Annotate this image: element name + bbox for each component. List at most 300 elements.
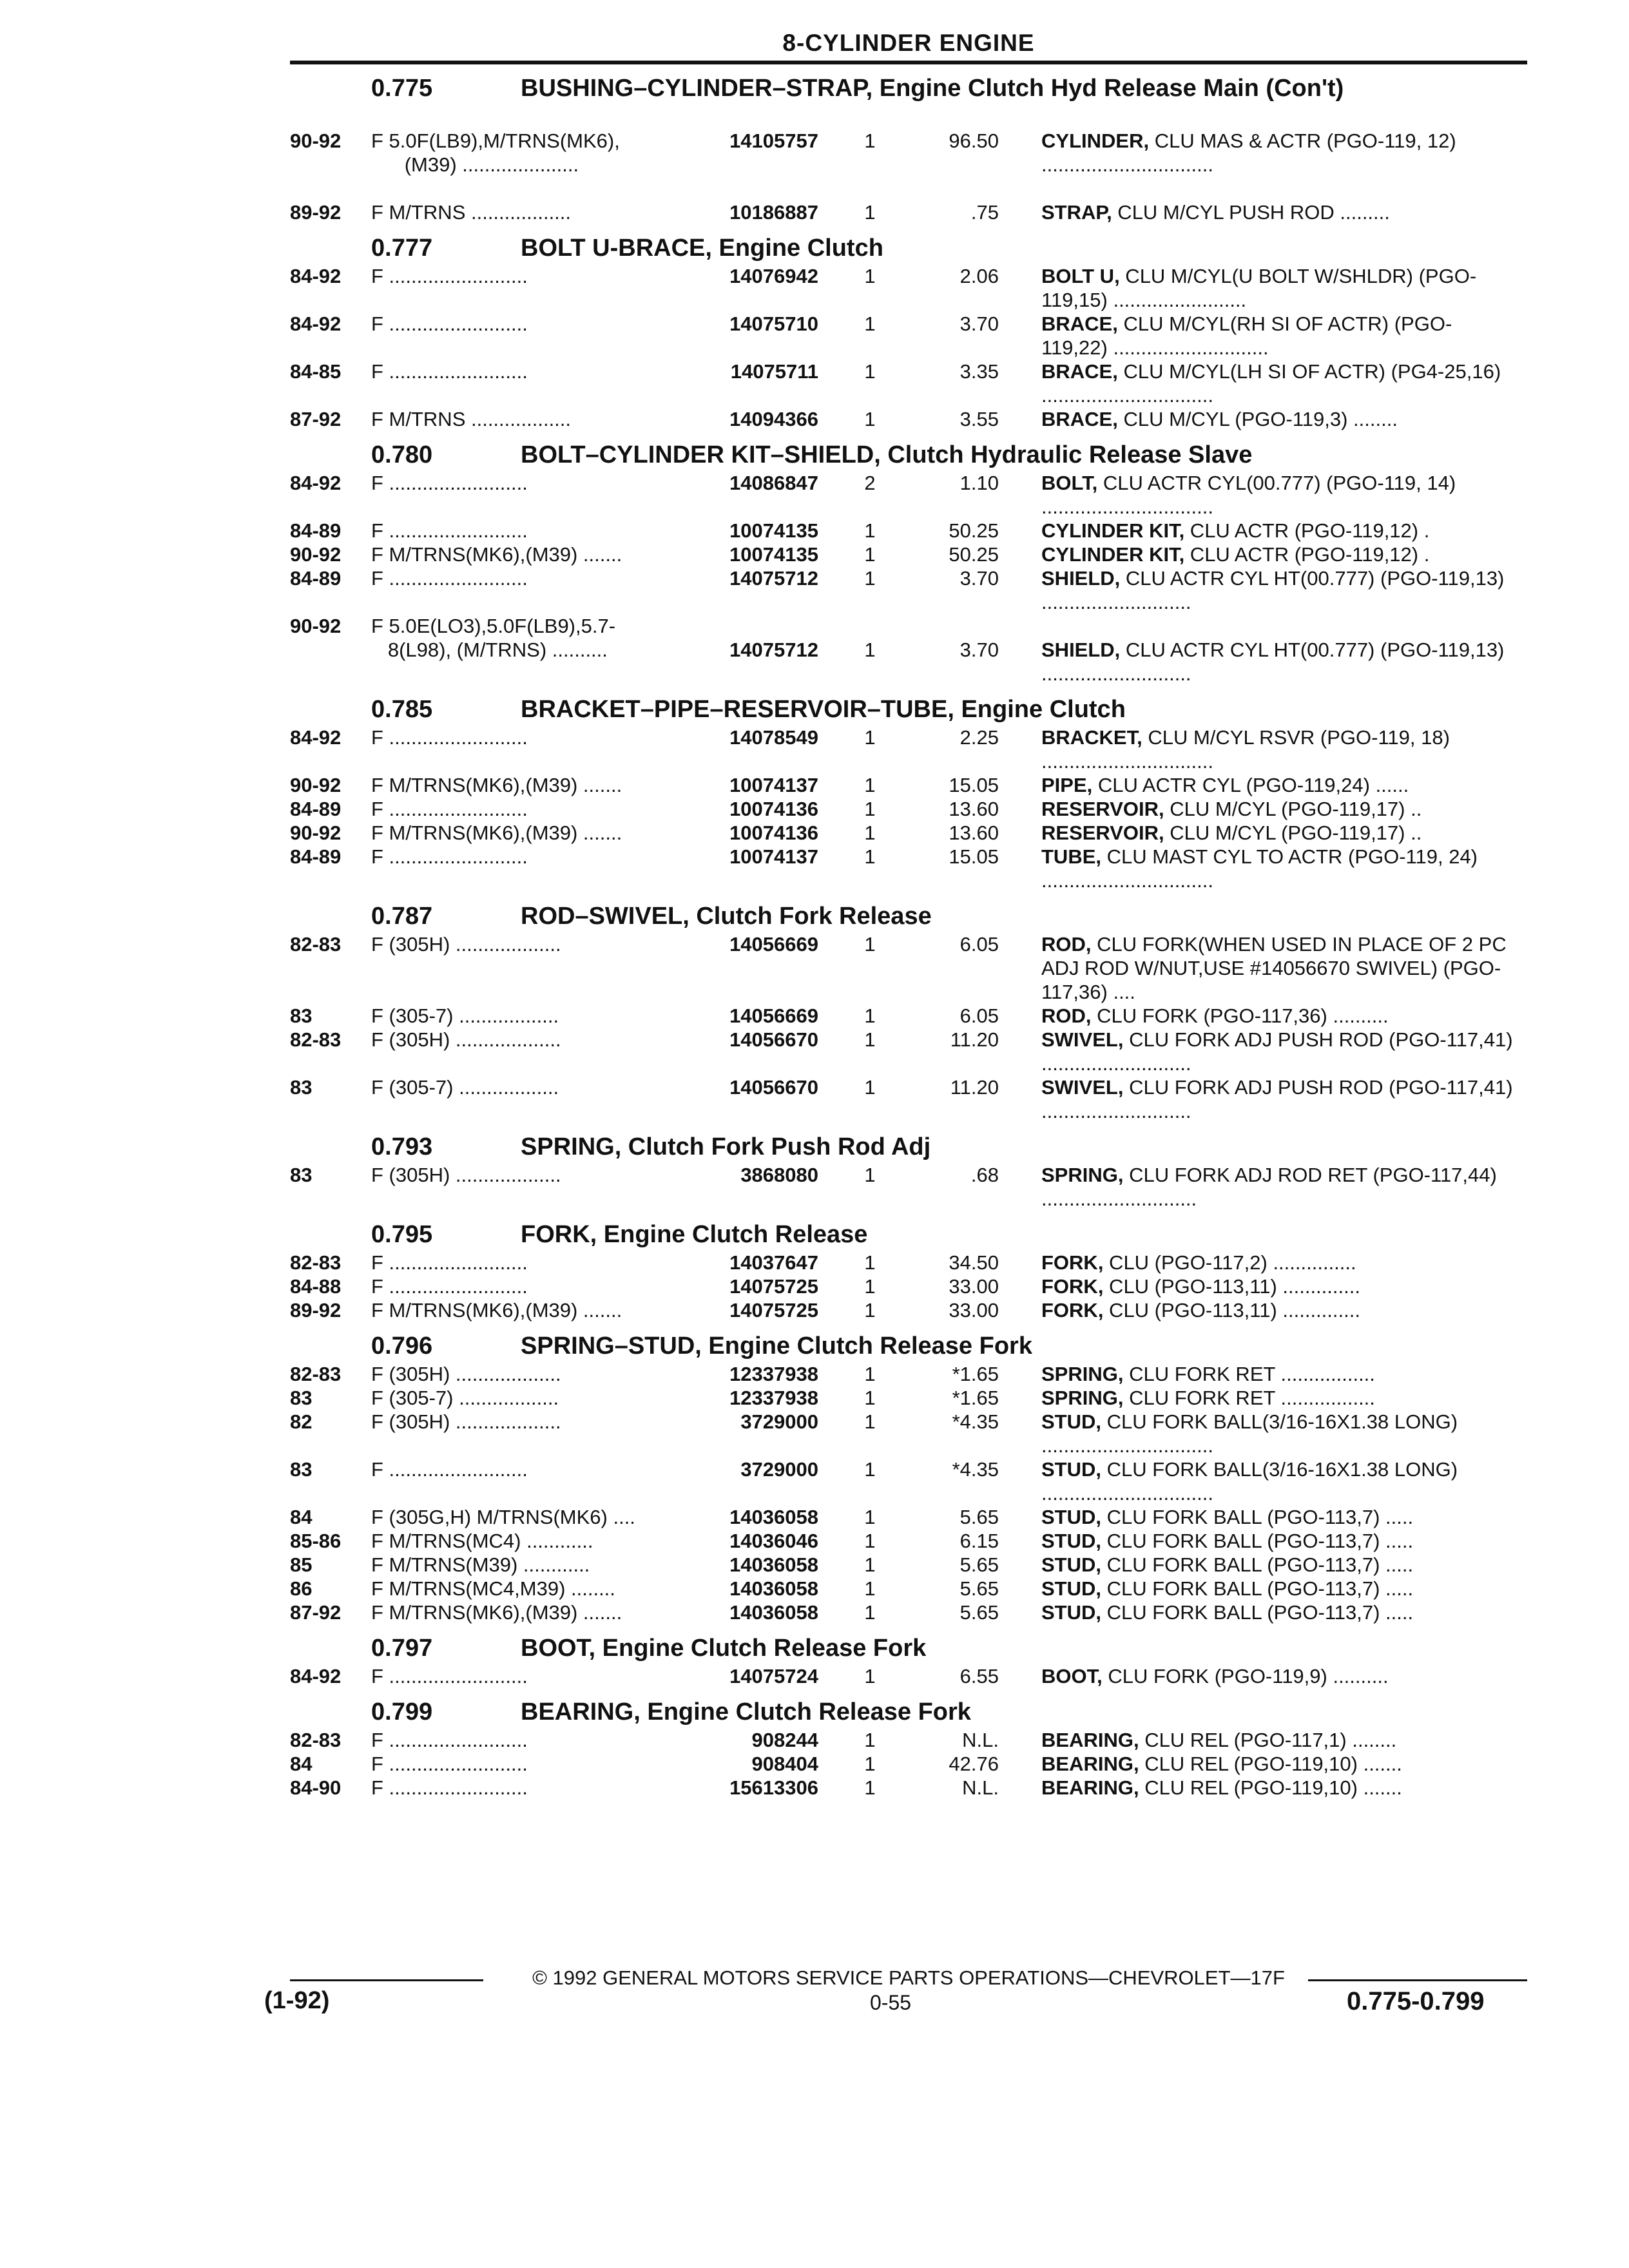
- price: 11.20: [950, 1076, 999, 1099]
- price: .68: [970, 1164, 999, 1186]
- part-detail: CLU MAST CYL TO ACTR (PGO-119, 24) ...............................: [1041, 845, 1478, 892]
- part-name: STUD,: [1041, 1553, 1101, 1576]
- quantity: 1: [864, 312, 876, 335]
- part-row: [290, 1776, 1527, 1800]
- part-description: [1041, 312, 1518, 360]
- part-description: [1041, 1386, 1518, 1410]
- price: 96.50: [949, 130, 999, 152]
- part-name: BRACE,: [1041, 408, 1118, 430]
- model-years: 87-92: [290, 1601, 342, 1624]
- part-row: [290, 1664, 1527, 1688]
- part-number: 10074137: [729, 774, 818, 796]
- quantity: 1: [864, 1004, 876, 1027]
- part-detail: CLU MAS & ACTR (PGO-119, 12) ...............................: [1041, 130, 1456, 176]
- part-detail: CLU M/CYL(LH SI OF ACTR) (PG4-25,16) ...............................: [1041, 360, 1501, 407]
- part-row: [290, 1274, 1527, 1298]
- part-number: 14075725: [729, 1275, 818, 1298]
- price: N.L.: [962, 1776, 999, 1799]
- part-description: [1041, 1028, 1518, 1075]
- price: 6.05: [959, 1004, 999, 1027]
- application: F M/TRNS(M39) ............: [371, 1553, 590, 1576]
- quantity: 1: [864, 567, 876, 590]
- application: F .........................: [371, 1458, 528, 1481]
- part-row: [290, 519, 1527, 543]
- part-number: 14086847: [729, 472, 818, 494]
- part-detail: CLU FORK BALL (PGO-113,7) .....: [1101, 1553, 1414, 1576]
- section: [290, 441, 1527, 686]
- price: 11.20: [950, 1028, 999, 1051]
- section-heading: [290, 235, 1527, 264]
- model-years: 84: [290, 1753, 313, 1775]
- part-row: [290, 797, 1527, 821]
- model-years: 90-92: [290, 615, 342, 637]
- price: *1.65: [952, 1387, 999, 1409]
- model-years: 84-89: [290, 519, 342, 542]
- part-description: [1041, 1298, 1518, 1322]
- part-detail: CLU FORK BALL(3/16-16X1.38 LONG) ...............................: [1041, 1458, 1458, 1504]
- application: F (305H) ...................: [371, 1164, 561, 1186]
- quantity: 1: [864, 1530, 876, 1552]
- price: 5.65: [959, 1577, 999, 1600]
- model-years: 90-92: [290, 822, 342, 844]
- model-years: 86: [290, 1577, 313, 1600]
- section-heading: [290, 903, 1527, 932]
- quantity: 1: [864, 201, 876, 224]
- part-name: FORK,: [1041, 1299, 1104, 1321]
- part-name: FORK,: [1041, 1275, 1104, 1298]
- application: F 5.0E(LO3),5.0F(LB9),5.7- 8(L98), (M/TRNS) ..........: [371, 615, 616, 661]
- price: 42.76: [949, 1753, 999, 1775]
- part-description: [1041, 566, 1518, 614]
- part-name: STRAP,: [1041, 201, 1112, 224]
- part-row: [290, 407, 1527, 431]
- application: F .........................: [371, 1275, 528, 1298]
- quantity: 1: [864, 933, 876, 956]
- application: F .........................: [371, 1753, 528, 1775]
- model-years: 83: [290, 1164, 313, 1186]
- part-name: SWIVEL,: [1041, 1076, 1124, 1099]
- section-heading: [290, 441, 1527, 471]
- part-number: 3729000: [740, 1458, 818, 1481]
- part-detail: CLU M/CYL(U BOLT W/SHLDR) (PGO-119,15) ........................: [1041, 265, 1477, 311]
- section: [290, 235, 1527, 431]
- quantity: 1: [864, 1458, 876, 1481]
- model-years: 89-92: [290, 201, 342, 224]
- part-description: [1041, 845, 1518, 892]
- part-row: [290, 1410, 1527, 1457]
- part-row: [290, 1553, 1527, 1577]
- price: 3.70: [959, 312, 999, 335]
- section-heading: [290, 1698, 1527, 1728]
- model-years: 82-83: [290, 933, 342, 956]
- part-row: [290, 200, 1527, 224]
- part-name: SHIELD,: [1041, 567, 1121, 590]
- part-name: CYLINDER KIT,: [1041, 543, 1185, 566]
- part-number: 10074135: [729, 519, 818, 542]
- part-row: [290, 932, 1527, 1004]
- part-detail: CLU (PGO-117,2) ...............: [1103, 1251, 1356, 1274]
- part-name: TUBE,: [1041, 845, 1101, 868]
- part-detail: CLU FORK BALL (PGO-113,7) .....: [1101, 1577, 1414, 1600]
- part-number: 10186887: [729, 201, 818, 224]
- section-number: 0.780: [371, 441, 433, 468]
- quantity: 1: [864, 1776, 876, 1799]
- part-number: 14036058: [729, 1553, 818, 1576]
- application: F M/TRNS(MC4) ............: [371, 1530, 593, 1552]
- section-number: 0.785: [371, 696, 433, 723]
- application: F M/TRNS ..................: [371, 201, 572, 224]
- quantity: 1: [864, 519, 876, 542]
- part-name: SHIELD,: [1041, 639, 1121, 661]
- model-years: 84-89: [290, 798, 342, 820]
- price: 5.65: [959, 1553, 999, 1576]
- section-title: BOLT U-BRACE, Engine Clutch: [521, 235, 883, 262]
- part-description: [1041, 821, 1518, 845]
- application: F .........................: [371, 312, 528, 335]
- price: 50.25: [949, 543, 999, 566]
- part-description: [1041, 519, 1518, 543]
- footer-range: 0.775-0.799: [1347, 1987, 1485, 2015]
- application: F 5.0F(LB9),M/TRNS(MK6), (M39) .....................: [371, 130, 620, 176]
- part-row: [290, 543, 1527, 566]
- price: 3.70: [959, 567, 999, 590]
- price: *4.35: [952, 1410, 999, 1433]
- price: 33.00: [949, 1299, 999, 1321]
- application: F (305H) ...................: [371, 1410, 561, 1433]
- part-row: [290, 1028, 1527, 1075]
- part-number: 14105757: [729, 130, 818, 152]
- part-number: 15613306: [729, 1776, 818, 1799]
- model-years: 83: [290, 1076, 313, 1099]
- application: F M/TRNS(MK6),(M39) .......: [371, 774, 622, 796]
- section: [290, 1133, 1527, 1211]
- catalog-page: [290, 30, 1527, 1800]
- price: .75: [970, 201, 999, 224]
- part-name: CYLINDER,: [1041, 130, 1150, 152]
- application: F M/TRNS(MK6),(M39) .......: [371, 1299, 622, 1321]
- part-description: [1041, 1776, 1518, 1800]
- part-name: BOLT U,: [1041, 265, 1120, 287]
- section-heading: [290, 1133, 1527, 1163]
- part-name: BRACE,: [1041, 312, 1118, 335]
- section-number: 0.775: [371, 75, 433, 102]
- price: 15.05: [949, 845, 999, 868]
- part-row: [290, 471, 1527, 519]
- part-description: [1041, 1664, 1518, 1688]
- footer-copyright-line: [290, 1966, 1527, 1990]
- section-number: 0.797: [371, 1635, 433, 1662]
- section-number: 0.795: [371, 1221, 433, 1248]
- part-name: SPRING,: [1041, 1164, 1124, 1186]
- part-detail: CLU FORK(WHEN USED IN PLACE OF 2 PC ADJ ROD W/NUT,USE #14056670 SWIVEL) (PGO-117,36) ....: [1041, 933, 1507, 1003]
- part-number: 908404: [751, 1753, 818, 1775]
- section: [290, 903, 1527, 1123]
- model-years: 83: [290, 1004, 313, 1027]
- part-name: RESERVOIR,: [1041, 798, 1164, 820]
- application: F .........................: [371, 360, 528, 383]
- section-heading: [290, 1221, 1527, 1251]
- part-row: [290, 845, 1527, 892]
- price: 50.25: [949, 519, 999, 542]
- part-name: STUD,: [1041, 1601, 1101, 1624]
- part-name: SWIVEL,: [1041, 1028, 1124, 1051]
- part-detail: CLU FORK RET .................: [1123, 1387, 1375, 1409]
- model-years: 84: [290, 1506, 313, 1528]
- part-name: STUD,: [1041, 1458, 1101, 1481]
- part-number: 12337938: [729, 1363, 818, 1385]
- part-description: [1041, 1362, 1518, 1386]
- part-number: 14036058: [729, 1577, 818, 1600]
- quantity: 1: [864, 1729, 876, 1751]
- part-row: [290, 1505, 1527, 1529]
- part-name: BOOT,: [1041, 1665, 1103, 1687]
- part-description: [1041, 773, 1518, 797]
- part-row: [290, 726, 1527, 773]
- application: F .........................: [371, 567, 528, 590]
- section-number: 0.799: [371, 1698, 433, 1725]
- part-description: [1041, 1728, 1518, 1752]
- application: F .........................: [371, 519, 528, 542]
- part-name: RESERVOIR,: [1041, 822, 1164, 844]
- quantity: 1: [864, 408, 876, 430]
- application: F (305H) ...................: [371, 1363, 561, 1385]
- part-name: STUD,: [1041, 1410, 1101, 1433]
- model-years: 83: [290, 1458, 313, 1481]
- application: F (305H) ...................: [371, 1028, 561, 1051]
- section: [290, 1221, 1527, 1322]
- model-years: 84-92: [290, 265, 342, 287]
- application: F (305H) ...................: [371, 933, 561, 956]
- quantity: 1: [864, 1076, 876, 1099]
- application: F M/TRNS(MK6),(M39) .......: [371, 822, 622, 844]
- part-number: 14075711: [730, 360, 818, 383]
- part-detail: CLU M/CYL (PGO-119,3) ........: [1117, 408, 1398, 430]
- section: [290, 696, 1527, 892]
- part-number: 12337938: [729, 1387, 818, 1409]
- part-detail: CLU ACTR CYL(00.777) (PGO-119, 14) ...............................: [1041, 472, 1456, 518]
- part-name: BOLT,: [1041, 472, 1098, 494]
- section: [290, 75, 1527, 224]
- section-title: BOLT–CYLINDER KIT–SHIELD, Clutch Hydraulic Release Slave: [521, 441, 1253, 468]
- part-description: [1041, 543, 1518, 566]
- quantity: 1: [864, 639, 876, 661]
- application: F M/TRNS(MC4,M39) ........: [371, 1577, 615, 1600]
- part-description: [1041, 1577, 1518, 1600]
- application: F .........................: [371, 798, 528, 820]
- application: F M/TRNS ..................: [371, 408, 572, 430]
- model-years: 84-92: [290, 1665, 342, 1687]
- quantity: 1: [864, 265, 876, 287]
- quantity: 1: [864, 1601, 876, 1624]
- part-name: ROD,: [1041, 933, 1092, 956]
- application: F M/TRNS(MK6),(M39) .......: [371, 1601, 622, 1624]
- part-number: 10074136: [729, 798, 818, 820]
- model-years: 84-88: [290, 1275, 342, 1298]
- part-detail: CLU M/CYL PUSH ROD .........: [1112, 201, 1390, 224]
- part-name: SPRING,: [1041, 1387, 1124, 1409]
- section-heading: [290, 75, 1527, 129]
- quantity: 1: [864, 726, 876, 749]
- part-row: [290, 1075, 1527, 1123]
- part-number: 14075712: [729, 639, 818, 661]
- part-number: 10074135: [729, 543, 818, 566]
- section-title: ROD–SWIVEL, Clutch Fork Release: [521, 903, 932, 930]
- part-number: 14075725: [729, 1299, 818, 1321]
- quantity: 1: [864, 1387, 876, 1409]
- price: 3.35: [959, 360, 999, 383]
- part-detail: CLU FORK BALL (PGO-113,7) .....: [1101, 1506, 1414, 1528]
- model-years: 85: [290, 1553, 313, 1576]
- part-name: SPRING,: [1041, 1363, 1124, 1385]
- section-number: 0.787: [371, 903, 433, 930]
- quantity: 1: [864, 543, 876, 566]
- model-years: 82-83: [290, 1729, 342, 1751]
- part-number: 14056669: [729, 933, 818, 956]
- model-years: 82-83: [290, 1028, 342, 1051]
- part-row: [290, 1362, 1527, 1386]
- part-detail: CLU FORK ADJ PUSH ROD (PGO-117,41) ...........................: [1041, 1028, 1513, 1075]
- section-title: BRACKET–PIPE–RESERVOIR–TUBE, Engine Clutch: [521, 696, 1126, 723]
- price: *1.65: [952, 1363, 999, 1385]
- part-number: 14036058: [729, 1506, 818, 1528]
- model-years: 90-92: [290, 774, 342, 796]
- part-number: 14036058: [729, 1601, 818, 1624]
- part-name: PIPE,: [1041, 774, 1093, 796]
- part-detail: CLU (PGO-113,11) ..............: [1103, 1275, 1360, 1298]
- price: 1.10: [959, 472, 999, 494]
- quantity: 1: [864, 798, 876, 820]
- price: 33.00: [949, 1275, 999, 1298]
- model-years: 84-90: [290, 1776, 342, 1799]
- part-description: [1041, 1410, 1518, 1457]
- section-number: 0.793: [371, 1133, 433, 1160]
- model-years: 82: [290, 1410, 313, 1433]
- section-number: 0.777: [371, 235, 433, 262]
- application: F .........................: [371, 472, 528, 494]
- quantity: 1: [864, 1506, 876, 1528]
- part-detail: CLU FORK ADJ PUSH ROD (PGO-117,41) ...........................: [1041, 1076, 1513, 1122]
- price: 6.55: [959, 1665, 999, 1687]
- quantity: 1: [864, 1275, 876, 1298]
- section-title: BEARING, Engine Clutch Release Fork: [521, 1698, 971, 1725]
- quantity: 1: [864, 845, 876, 868]
- application: F .........................: [371, 845, 528, 868]
- footer-copyright: © 1992 GENERAL MOTORS SERVICE PARTS OPERATIONS—CHEVROLET—17F: [532, 1966, 1285, 1989]
- part-description: [1041, 1075, 1518, 1123]
- part-number: 14037647: [729, 1251, 818, 1274]
- part-row: [290, 1163, 1527, 1211]
- part-name: FORK,: [1041, 1251, 1104, 1274]
- part-row: [290, 264, 1527, 312]
- application: F .........................: [371, 1729, 528, 1751]
- part-description: [1041, 1004, 1518, 1028]
- part-name: BEARING,: [1041, 1776, 1139, 1799]
- part-row: [290, 129, 1527, 200]
- price: 15.05: [949, 774, 999, 796]
- part-number: 908244: [751, 1729, 818, 1751]
- model-years: 84-92: [290, 726, 342, 749]
- price: *4.35: [952, 1458, 999, 1481]
- footer-rule-right: [1308, 1979, 1527, 1981]
- part-number: 14094366: [729, 408, 818, 430]
- part-detail: CLU FORK BALL (PGO-113,7) .....: [1101, 1601, 1414, 1624]
- price: 5.65: [959, 1506, 999, 1528]
- application: F M/TRNS(MK6),(M39) .......: [371, 543, 622, 566]
- application: F .........................: [371, 1251, 528, 1274]
- part-description: [1041, 1457, 1518, 1505]
- quantity: 1: [864, 1665, 876, 1687]
- model-years: 83: [290, 1387, 313, 1409]
- part-row: [290, 1251, 1527, 1274]
- section-number: 0.796: [371, 1332, 433, 1360]
- quantity: 1: [864, 1299, 876, 1321]
- part-description: [1041, 264, 1518, 312]
- part-detail: CLU REL (PGO-119,10) .......: [1139, 1776, 1402, 1799]
- part-number: 10074136: [729, 822, 818, 844]
- part-name: ROD,: [1041, 1004, 1092, 1027]
- part-description: [1041, 1274, 1518, 1298]
- application: F (305-7) ..................: [371, 1076, 559, 1099]
- application: F (305-7) ..................: [371, 1387, 559, 1409]
- part-detail: CLU FORK (PGO-117,36) ..........: [1091, 1004, 1389, 1027]
- application: F .........................: [371, 1665, 528, 1687]
- model-years: 84-92: [290, 472, 342, 494]
- section-heading: [290, 1635, 1527, 1664]
- part-name: CYLINDER KIT,: [1041, 519, 1185, 542]
- model-years: 90-92: [290, 543, 342, 566]
- part-number: 14036046: [729, 1530, 818, 1552]
- quantity: 1: [864, 1028, 876, 1051]
- part-name: BEARING,: [1041, 1753, 1139, 1775]
- part-detail: CLU ACTR CYL HT(00.777) (PGO-119,13) ...........................: [1041, 639, 1505, 685]
- part-detail: CLU M/CYL RSVR (PGO-119, 18) ...............................: [1041, 726, 1450, 773]
- section-heading: [290, 1332, 1527, 1362]
- model-years: 84-89: [290, 845, 342, 868]
- part-row: [290, 1004, 1527, 1028]
- quantity: 1: [864, 1753, 876, 1775]
- quantity: 1: [864, 1410, 876, 1433]
- part-name: STUD,: [1041, 1577, 1101, 1600]
- part-description: [1041, 1752, 1518, 1776]
- section: [290, 1332, 1527, 1624]
- part-number: 14076942: [729, 265, 818, 287]
- section-title: BOOT, Engine Clutch Release Fork: [521, 1635, 927, 1662]
- price: 3.70: [959, 639, 999, 661]
- application: F .........................: [371, 1776, 528, 1799]
- part-row: [290, 1529, 1527, 1553]
- part-description: [1041, 932, 1518, 1004]
- part-number: 14075710: [729, 312, 818, 335]
- part-description: [1041, 360, 1518, 407]
- part-row: [290, 566, 1527, 614]
- part-name: STUD,: [1041, 1530, 1101, 1552]
- section-title: SPRING–STUD, Engine Clutch Release Fork: [521, 1332, 1032, 1360]
- part-row: [290, 614, 1527, 686]
- part-detail: CLU M/CYL(RH SI OF ACTR) (PGO-119,22) ............................: [1041, 312, 1452, 359]
- part-name: STUD,: [1041, 1506, 1101, 1528]
- quantity: 1: [864, 130, 876, 152]
- quantity: 1: [864, 1577, 876, 1600]
- part-description: [1041, 1163, 1518, 1211]
- part-name: BRACE,: [1041, 360, 1118, 383]
- price: 5.65: [959, 1601, 999, 1624]
- part-row: [290, 1298, 1527, 1322]
- quantity: 1: [864, 1251, 876, 1274]
- model-years: 84-89: [290, 567, 342, 590]
- quantity: 1: [864, 1553, 876, 1576]
- part-detail: CLU ACTR CYL (PGO-119,24) ......: [1092, 774, 1409, 796]
- price: N.L.: [962, 1729, 999, 1751]
